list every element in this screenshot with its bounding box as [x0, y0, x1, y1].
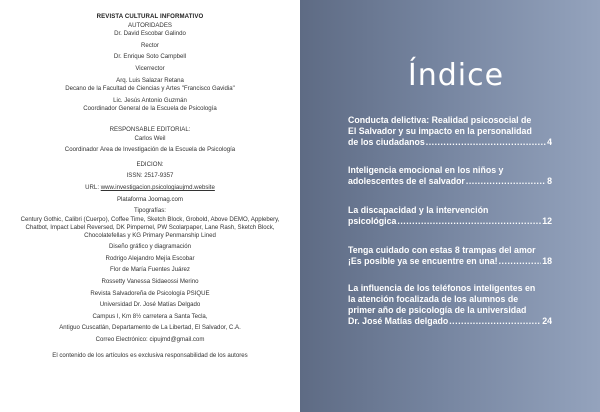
- index-title: Índice: [407, 58, 505, 93]
- toc-entry-last-line: [348, 216, 552, 227]
- contact-email: Correo Electrónico: cipujmd@gmail.com: [95, 336, 205, 344]
- dot-leader: [426, 137, 546, 148]
- vice-rector-name: Dr. Enrique Soto Campbell: [113, 53, 187, 61]
- toc-entry[interactable]: [348, 115, 552, 148]
- toc-entry-title-line: El Salvador y su impacto en la personalidad: [348, 126, 532, 136]
- authorities-heading: AUTORIDADES: [128, 21, 172, 29]
- location: Antiguo Cuscatlán, Departamento de La Libertad, El Salvador, C.A.: [59, 324, 241, 332]
- website-line: [6, 184, 294, 193]
- dean-name: Arq. Luis Salazar Retana: [116, 76, 184, 84]
- toc-entry-last-line: [348, 316, 552, 327]
- dean-title: Decano de la Facultad de Ciencias y Artes "Francisco Gavidia": [65, 85, 235, 93]
- toc-entry-title-end: adolescentes de el salvador: [348, 176, 465, 186]
- designer-3: Rossetty Vanessa Sidaeossi Merino: [101, 278, 199, 286]
- magazine-name: REVISTA CULTURAL INFORMATIVO: [96, 13, 204, 20]
- toc-page-number: 8: [547, 176, 552, 186]
- toc-entry-title-line: la atención focalizada de los alumnos de: [348, 294, 519, 304]
- toc-entry[interactable]: [348, 165, 552, 187]
- rector-name: Dr. David Escobar Galindo: [114, 30, 186, 38]
- toc-page-number: 4: [547, 137, 552, 147]
- toc-entry-title-line: La discapacidad y la intervención: [348, 205, 489, 215]
- typography-heading: Tipografías:: [134, 207, 166, 215]
- design-heading: Diseño gráfico y diagramación: [109, 243, 191, 251]
- disclaimer: El contenido de los artículos es exclusiva responsabilidad de los autores: [52, 351, 248, 359]
- toc-entry-title-end: ¡Es posible ya se encuentre en una!: [348, 256, 498, 266]
- index-page: [300, 0, 600, 412]
- toc-entry[interactable]: [348, 245, 552, 267]
- typography-list: Century Gothic, Calibri (Cuerpo), Coffee Time, Sketch Block, Grobold, Above DEMO, Applebery, Chatbot, Impact Label Reversed, DK Pimpernel, PW Scolarpaper, Lane Rash, Sketch Block, Chocolatefellas y KG Primary Penmanship Lined: [20, 215, 280, 240]
- url-label: URL:: [85, 183, 101, 191]
- editor-name: Carlos Weil: [134, 134, 166, 142]
- toc-entry[interactable]: [348, 283, 552, 327]
- website-link[interactable]: www.investigacion.psicologiaujmd.website: [100, 183, 215, 191]
- toc-entry-title-end: psicológica: [348, 216, 397, 226]
- issn: ISSN: 2517-9357: [126, 172, 174, 180]
- dot-leader: [466, 176, 546, 187]
- coordinator-name: Lic. Jesús Antonio Guzmán: [113, 96, 187, 104]
- vice-rector-title: Vicerrector: [135, 64, 165, 72]
- toc-entry-title-line: Tenga cuidado con estas 8 trampas del amor: [348, 245, 536, 255]
- edition-heading: EDICIÓN:: [136, 160, 164, 168]
- toc-entry-title-line: La influencia de los teléfonos inteligentes en: [348, 283, 536, 293]
- platform: Plataforma Joomag.com: [116, 195, 184, 203]
- toc-entry[interactable]: [348, 205, 552, 227]
- editor-title: Coordinador Área de Investigación de la Escuela de Psicología: [64, 146, 236, 154]
- toc-entry-last-line: [348, 256, 552, 267]
- coordinator-title: Coordinador General de la Escuela de Psicología: [83, 105, 217, 113]
- designer-2: Flor de María Fuentes Juárez: [110, 266, 190, 274]
- toc-entry-title-line: Inteligencia emocional en los niños y: [348, 165, 504, 175]
- toc-entry-title-line: Conducta delictiva: Realidad psicosocial de: [348, 115, 532, 125]
- rector-title: Rector: [141, 41, 159, 49]
- toc-page-number: 18: [542, 256, 552, 266]
- toc-entry-last-line: [348, 137, 552, 148]
- toc-page-number: 12: [542, 216, 552, 226]
- dot-leader: [397, 216, 541, 227]
- toc-entry-title-end: de los ciudadanos: [348, 137, 425, 147]
- journal-name: Revista Salvadoreña de Psicología PSIQUE: [90, 289, 210, 297]
- toc-entry-last-line: [348, 176, 552, 187]
- toc-entry-title-end: Dr. José Matías delgado: [348, 316, 449, 326]
- toc-page-number: 24: [542, 316, 552, 326]
- toc-entry-title-line: primer año de psicología de la universidad: [348, 305, 527, 315]
- editorial-heading: RESPONSABLE EDITORIAL:: [109, 125, 191, 133]
- dot-leader: [449, 316, 541, 327]
- dot-leader: [499, 256, 542, 267]
- campus-address: Campus I, Km 8½ carretera a Santa Tecla,: [92, 312, 208, 320]
- designer-1: Rodrigo Alejandro Mejía Escobar: [105, 254, 195, 262]
- university-name: Universidad Dr. José Matías Delgado: [99, 301, 201, 309]
